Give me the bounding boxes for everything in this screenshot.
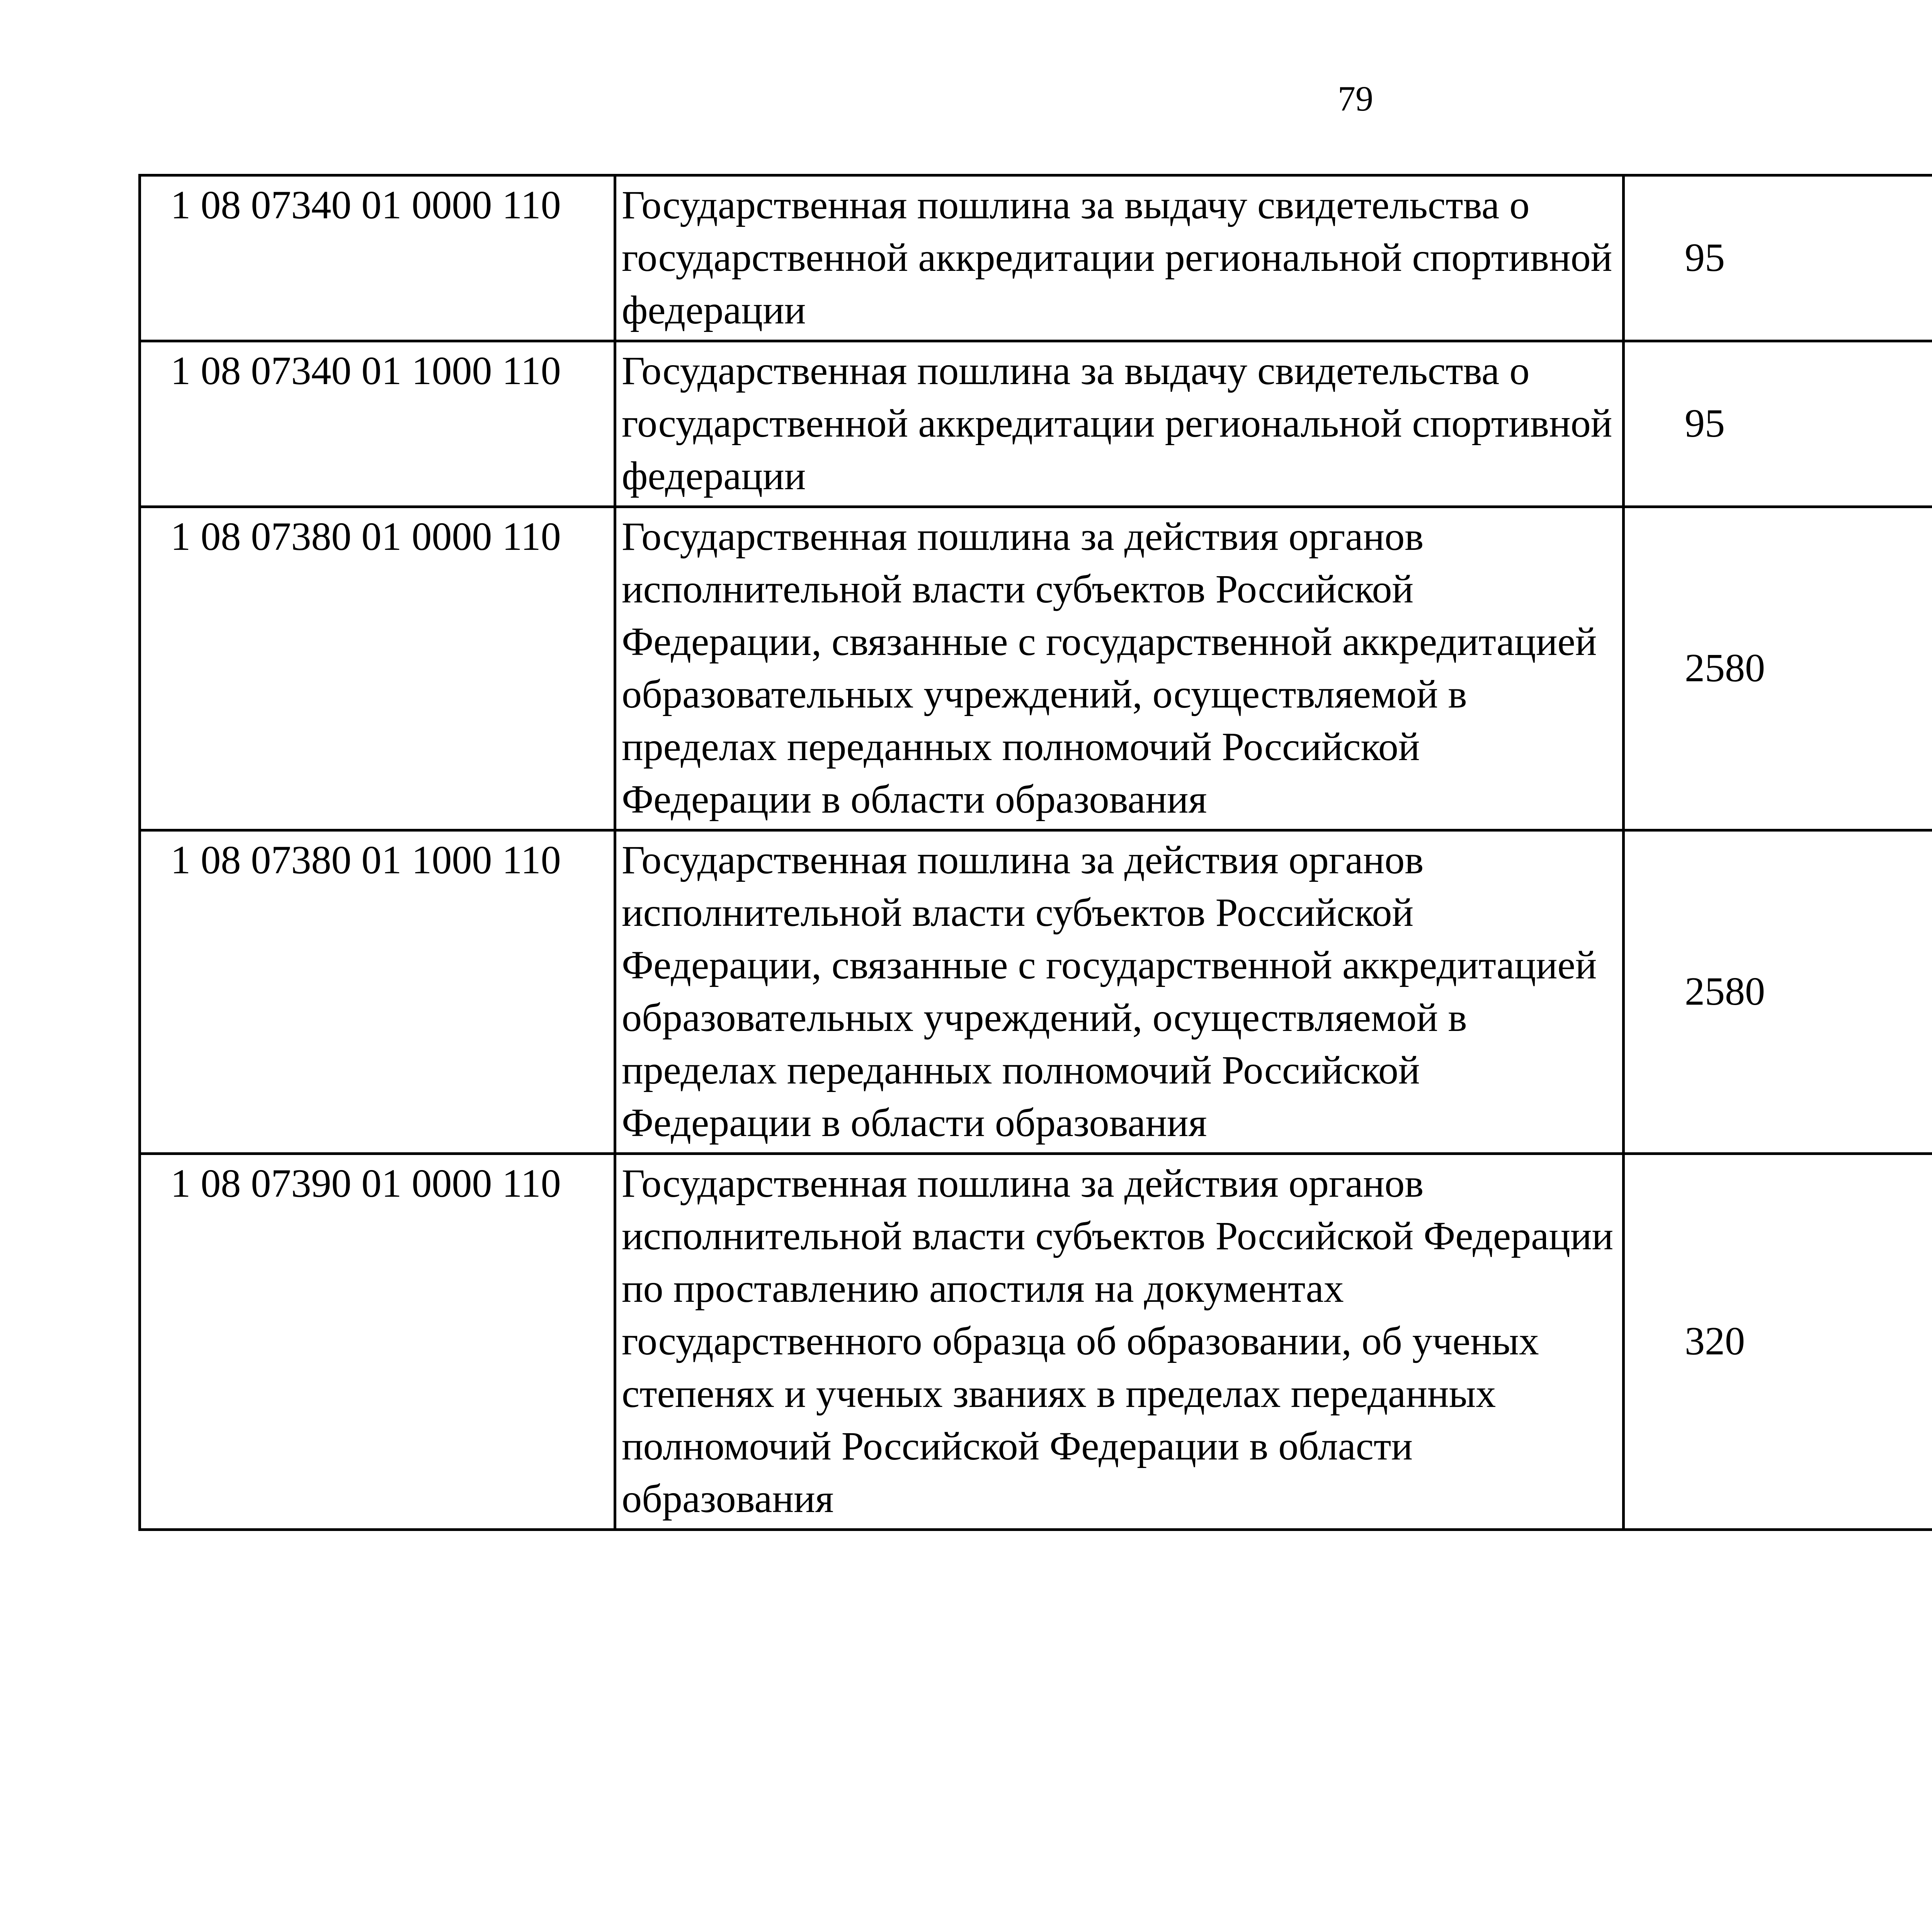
table-row: [140, 341, 1932, 507]
table-row: [140, 507, 1932, 830]
value-1-cell: 320: [1624, 1154, 1932, 1530]
budget-code-cell: 1 08 07380 01 1000 110: [140, 830, 615, 1154]
budget-code-cell: 1 08 07390 01 0000 110: [140, 1154, 615, 1530]
page-number: 79: [1338, 79, 1373, 118]
fees-table-body: [140, 175, 1932, 1530]
fees-table: [138, 174, 1932, 1531]
value-1-cell: 95: [1624, 341, 1932, 507]
value-1-cell: 95: [1624, 175, 1932, 341]
table-row: [140, 830, 1932, 1154]
value-1-cell: 2580: [1624, 830, 1932, 1154]
fee-name-cell: Государственная пошлина за действия органов исполнительной власти субъектов Российской Федерации по проставлению апостиля на документах государственного образца об образовании, об ученых степенях и ученых званиях в пределах переданных полномочий Российской Федерации в области образования: [615, 1154, 1624, 1530]
fee-name-cell: Государственная пошлина за действия органов исполнительной власти субъектов Российской Федерации, связанные с государственной аккредитацией образовательных учреждений, осуществляемой в пределах переданных полномочий Российской Федерации в области образования: [615, 507, 1624, 830]
table-row: [140, 175, 1932, 341]
budget-code-cell: 1 08 07340 01 1000 110: [140, 341, 615, 507]
fee-name-cell: Государственная пошлина за выдачу свидетельства о государственной аккредитации региональной спортивной федерации: [615, 175, 1624, 341]
budget-code-cell: 1 08 07380 01 0000 110: [140, 507, 615, 830]
fee-name-cell: Государственная пошлина за действия органов исполнительной власти субъектов Российской Федерации, связанные с государственной аккредитацией образовательных учреждений, осуществляемой в пределах переданных полномочий Российской Федерации в области образования: [615, 830, 1624, 1154]
fee-name-cell: Государственная пошлина за выдачу свидетельства о государственной аккредитации региональной спортивной федерации: [615, 341, 1624, 507]
value-1-cell: 2580: [1624, 507, 1932, 830]
table-row: [140, 1154, 1932, 1530]
budget-code-cell: 1 08 07340 01 0000 110: [140, 175, 615, 341]
